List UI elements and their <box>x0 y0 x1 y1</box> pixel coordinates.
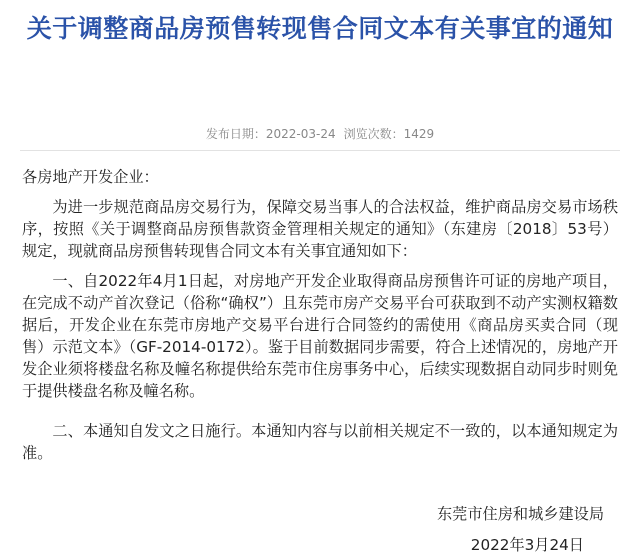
publish-date: 2022-03-24 <box>265 127 336 141</box>
article-meta <box>0 126 640 142</box>
salutation: 各房地产开发企业： <box>22 168 159 186</box>
page-title: 关于调整商品房预售转现售合同文本有关事宜的通知 <box>26 14 614 43</box>
paragraph-item-1: 一、自2022年4月1日起，对房地产开发企业取得商品房预售许可证的房地产项目，在完成不动产首次登记（俗称“确权”）且东莞市房产交易平台可获取到不动产实测权籍数据后，开发企业在东莞市房地产交易平台进行合同签约的需使用《商品房买卖合同（现售）示范文本》（GF-2014-0172）。鉴于目前数据同步需要，符合上述情况的，房地产开发企业须将楼盘名称及幢名称提供给东莞市住房事务中心，后续实现数据自动同步时则免于提供楼盘名称及幢名称。 <box>22 272 618 400</box>
issue-date: 2022年3月24日 <box>470 536 584 554</box>
publish-date-label: 发布日期： <box>205 127 266 141</box>
paragraph-intro: 为进一步规范商品房交易行为，保障交易当事人的合法权益，维护商品房交易市场秩序，按照《关于调整商品房预售款资金管理相关规定的通知》（东建房〔2018〕53号）规定，现就商品房预售转现售合同文本有关事宜通知如下： <box>22 198 618 260</box>
views-count: 1429 <box>403 127 435 141</box>
views-label: 浏览次数： <box>343 127 404 141</box>
divider <box>20 150 620 151</box>
paragraph-item-2: 二、本通知自发文之日施行。本通知内容与以前相关规定不一致的，以本通知规定为准。 <box>22 422 618 462</box>
issuer-signature: 东莞市住房和城乡建设局 <box>436 505 604 523</box>
